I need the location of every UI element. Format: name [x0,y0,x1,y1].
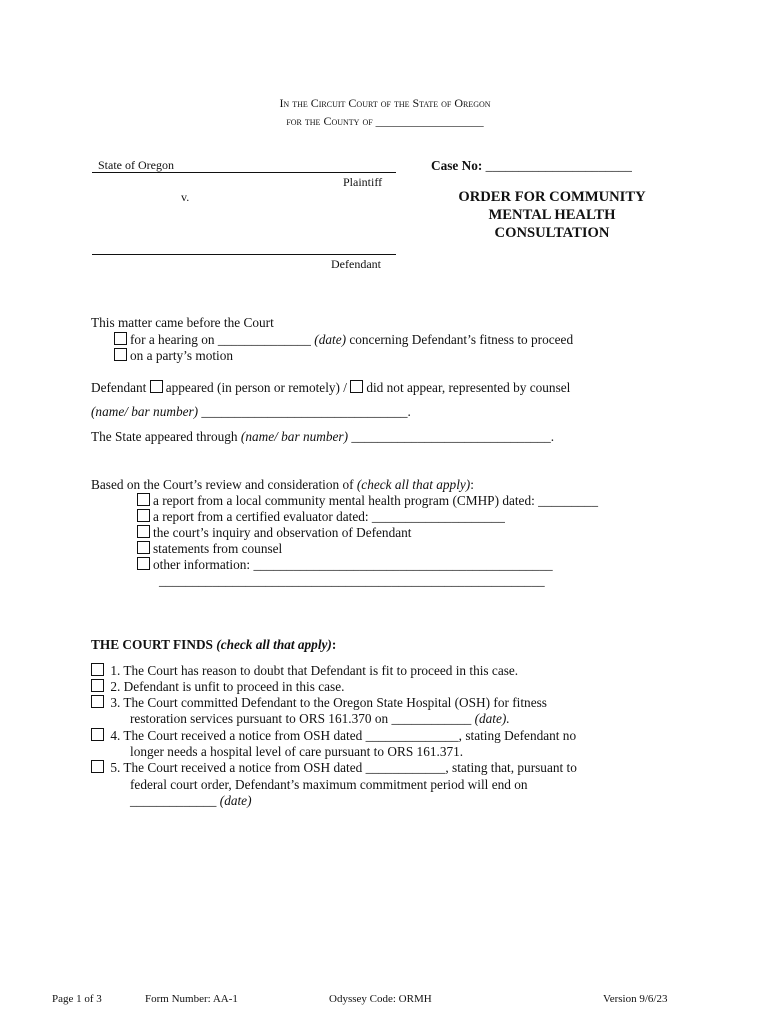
counsel-blank[interactable]: _______________________________. [198,404,411,419]
case-number-label: Case No: [431,158,483,173]
finding-4-checkbox[interactable] [91,728,104,741]
order-title-line3: CONSULTATION [494,225,610,241]
finding-3-date: (date). [474,711,510,726]
case-number-blank[interactable]: ______________________ [485,158,632,173]
findings-heading-text: THE COURT FINDS [91,637,217,652]
footer-version: Version 9/6/23 [603,993,668,1005]
hearing-suffix: concerning Defendant’s fitness to proceed [346,332,574,347]
hearing-text: for a hearing on ______________ [130,332,315,347]
review-item-text: the court’s inquiry and observation of Defendant [153,525,412,540]
counsel-line[interactable] [91,404,411,420]
findings-heading-suffix: : [331,637,337,652]
finding-2[interactable] [91,679,344,695]
defendant-appearance [91,380,570,396]
footer-form-number: Form Number: AA-1 [145,993,238,1005]
review-checkbox-evaluator[interactable] [137,509,150,522]
finding-2-text: 2. Defendant is unfit to proceed in this case. [110,679,345,694]
finding-1[interactable] [91,663,518,679]
finding-5[interactable] [91,760,577,776]
finding-5-line2: federal court order, Defendant’s maximum commitment period will end on [130,777,528,792]
finding-3-line2 [130,711,510,727]
review-intro [91,477,474,493]
plaintiff-line [92,172,396,173]
review-intro-suffix: : [470,477,474,492]
plaintiff-name: State of Oregon [98,158,174,172]
not-appear-checkbox[interactable] [350,380,363,393]
footer-odyssey-code: Odyssey Code: ORMH [329,993,432,1005]
defendant-label: Defendant [331,257,381,271]
other-info-continuation[interactable]: __________________________________________________________ [159,573,545,588]
state-blank[interactable]: ______________________________. [348,429,555,444]
finding-4-text: 4. The Court received a notice from OSH dated ______________, stating Defendant no [110,728,577,743]
finding-3[interactable] [91,695,547,711]
finding-1-checkbox[interactable] [91,663,104,676]
case-number[interactable] [431,158,632,174]
order-title-line2: MENTAL HEALTH [488,207,616,223]
review-item-text: a report from a local community mental health program (CMHP) dated: _________ [153,493,598,508]
review-item[interactable] [137,509,505,525]
review-item[interactable] [137,525,411,541]
state-prefix: The State appeared through [91,429,241,444]
findings-heading-italic: (check all that apply) [216,637,332,652]
counsel-label: (name/ bar number) [91,404,199,419]
defendant-appearance-label: Defendant [91,380,147,395]
finding-5-date: (date) [219,793,252,808]
appeared-text: appeared (in person or remotely) / [165,380,347,395]
review-checkbox-other[interactable] [137,557,150,570]
review-intro-italic: (check all that apply) [356,477,471,492]
appeared-checkbox[interactable] [150,380,163,393]
finding-1-text: 1. The Court has reason to doubt that Defendant is fit to proceed in this case. [110,663,519,678]
footer-page-number: Page 1 of 3 [52,993,102,1005]
review-item[interactable] [137,493,598,509]
order-title [420,188,684,242]
finding-5-text: 5. The Court received a notice from OSH dated ____________, stating that, pursuant to [110,760,577,775]
review-checkbox-counsel[interactable] [137,541,150,554]
review-item-text: statements from counsel [153,541,283,556]
plaintiff-label: Plaintiff [343,175,383,189]
review-item[interactable] [137,557,553,573]
review-item[interactable] [137,541,282,557]
review-intro-text: Based on the Court’s review and consideration of [91,477,357,492]
state-label: (name/ bar number) [240,429,349,444]
review-item-text: other information: _____________________________________________ [153,557,553,572]
finding-3-text: 3. The Court committed Defendant to the Oregon State Hospital (OSH) for fitness [110,695,547,710]
finding-3-text-cont: restoration services pursuant to ORS 161.370 on ____________ [130,711,475,726]
review-item-text: a report from a certified evaluator dated: ____________________ [153,509,505,524]
finding-5-blank[interactable]: _____________ [130,793,220,808]
finding-4[interactable] [91,728,576,744]
review-checkbox-cmhp[interactable] [137,493,150,506]
court-heading-line2: for the County of __________________ [286,114,484,128]
order-title-line1: ORDER FOR COMMUNITY [458,189,646,205]
not-appear-text: did not appear, represented by counsel [366,380,571,395]
finding-3-checkbox[interactable] [91,695,104,708]
hearing-option[interactable] [114,332,573,348]
defendant-line [92,254,396,255]
finding-2-checkbox[interactable] [91,679,104,692]
matter-intro: This matter came before the Court [91,315,274,330]
finding-5-line3 [130,793,252,809]
findings-heading [91,637,336,653]
versus: v. [181,190,190,204]
review-checkbox-inquiry[interactable] [137,525,150,538]
hearing-checkbox[interactable] [114,332,127,345]
finding-5-checkbox[interactable] [91,760,104,773]
state-appearance[interactable] [91,429,554,445]
hearing-date-label: (date) [314,332,347,347]
finding-4-line2: longer needs a hospital level of care pursuant to ORS 161.371. [130,744,464,759]
motion-checkbox[interactable] [114,348,127,361]
motion-text: on a party’s motion [130,348,234,363]
motion-option[interactable] [114,348,233,364]
court-heading-line1: In the Circuit Court of the State of Oregon [279,96,491,110]
